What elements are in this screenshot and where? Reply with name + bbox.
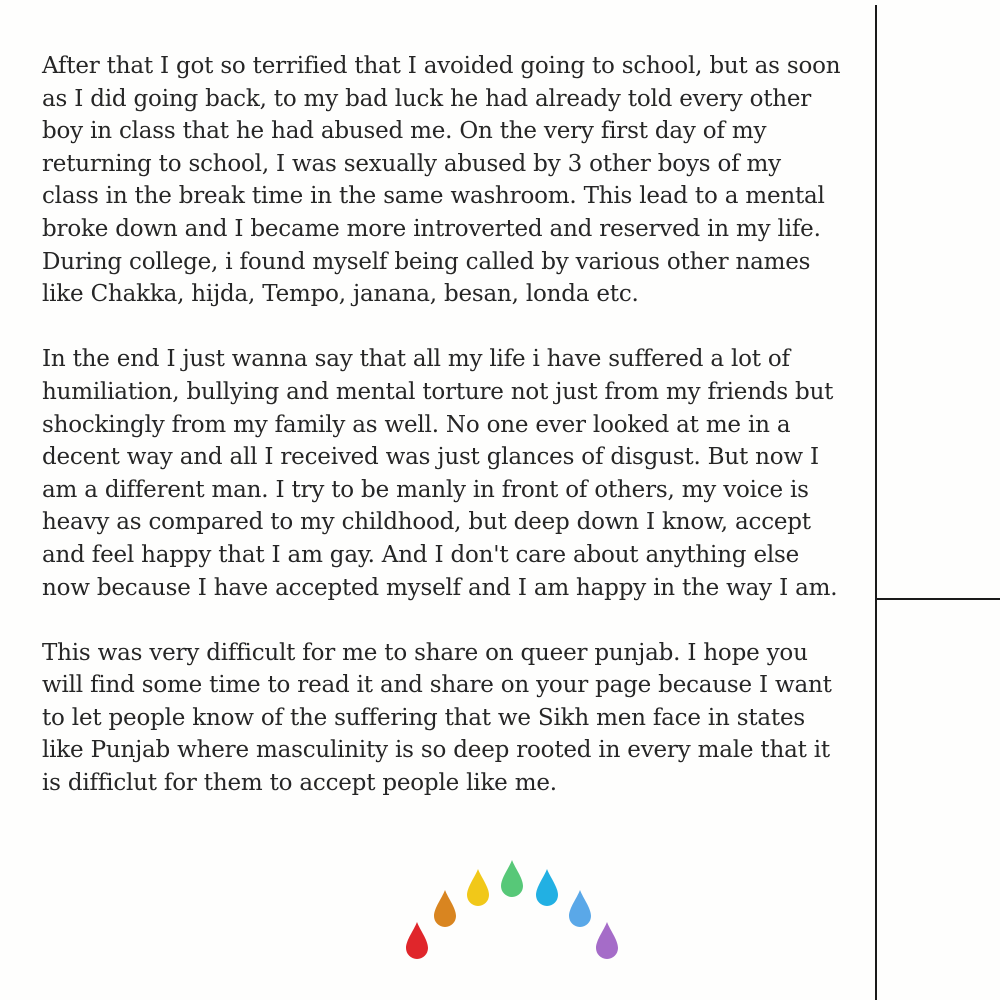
text-line: boy in class that he had abused me. On the very first day of my <box>42 118 767 145</box>
text-line: broke down and I became more introverted and reserved in my life. <box>42 215 821 242</box>
rainbow-drops-graphic <box>400 860 630 980</box>
vertical-divider <box>875 5 877 1000</box>
story-text <box>42 50 862 832</box>
text-line: During college, i found myself being called by various other names <box>42 248 811 275</box>
text-line: as I did going back, to my bad luck he had already told every other <box>42 85 812 112</box>
color-drop-icon <box>596 922 618 959</box>
text-line: returning to school, I was sexually abused by 3 other boys of my <box>42 150 781 177</box>
paragraph-1 <box>42 50 862 311</box>
text-line: heavy as compared to my childhood, but deep down I know, accept <box>42 509 811 536</box>
text-line: and feel happy that I am gay. And I don't care about anything else <box>42 541 800 568</box>
text-line: This was very difficult for me to share on queer punjab. I hope you <box>42 639 808 666</box>
paragraph-2 <box>42 343 862 604</box>
text-line: like Chakka, hijda, Tempo, janana, besan, londa etc. <box>42 281 639 308</box>
text-line: humiliation, bullying and mental torture not just from my friends but <box>42 378 834 405</box>
color-drop-icon <box>501 860 523 897</box>
color-drop-icon <box>569 890 591 927</box>
text-line: shockingly from my family as well. No one ever looked at me in a <box>42 411 791 438</box>
rainbow-drops-icon <box>400 860 630 980</box>
text-line: decent way and all I received was just glances of disgust. But now I <box>42 444 819 471</box>
text-line: In the end I just wanna say that all my life i have suffered a lot of <box>42 346 790 373</box>
text-line: like Punjab where masculinity is so deep rooted in every male that it <box>42 737 830 764</box>
color-drop-icon <box>467 869 489 906</box>
text-line: is difficlut for them to accept people like me. <box>42 770 557 797</box>
text-line: class in the break time in the same washroom. This lead to a mental <box>42 183 825 210</box>
color-drop-icon <box>406 922 428 959</box>
text-line: to let people know of the suffering that we Sikh men face in states <box>42 704 805 731</box>
text-line: am a different man. I try to be manly in front of others, my voice is <box>42 476 809 503</box>
paragraph-3 <box>42 637 862 800</box>
horizontal-divider <box>876 598 1000 600</box>
text-line: will find some time to read it and share on your page because I want <box>42 672 832 699</box>
color-drop-icon <box>536 869 558 906</box>
color-drop-icon <box>434 890 456 927</box>
text-line: now because I have accepted myself and I am happy in the way I am. <box>42 574 838 601</box>
text-line: After that I got so terrified that I avoided going to school, but as soon <box>42 53 841 79</box>
